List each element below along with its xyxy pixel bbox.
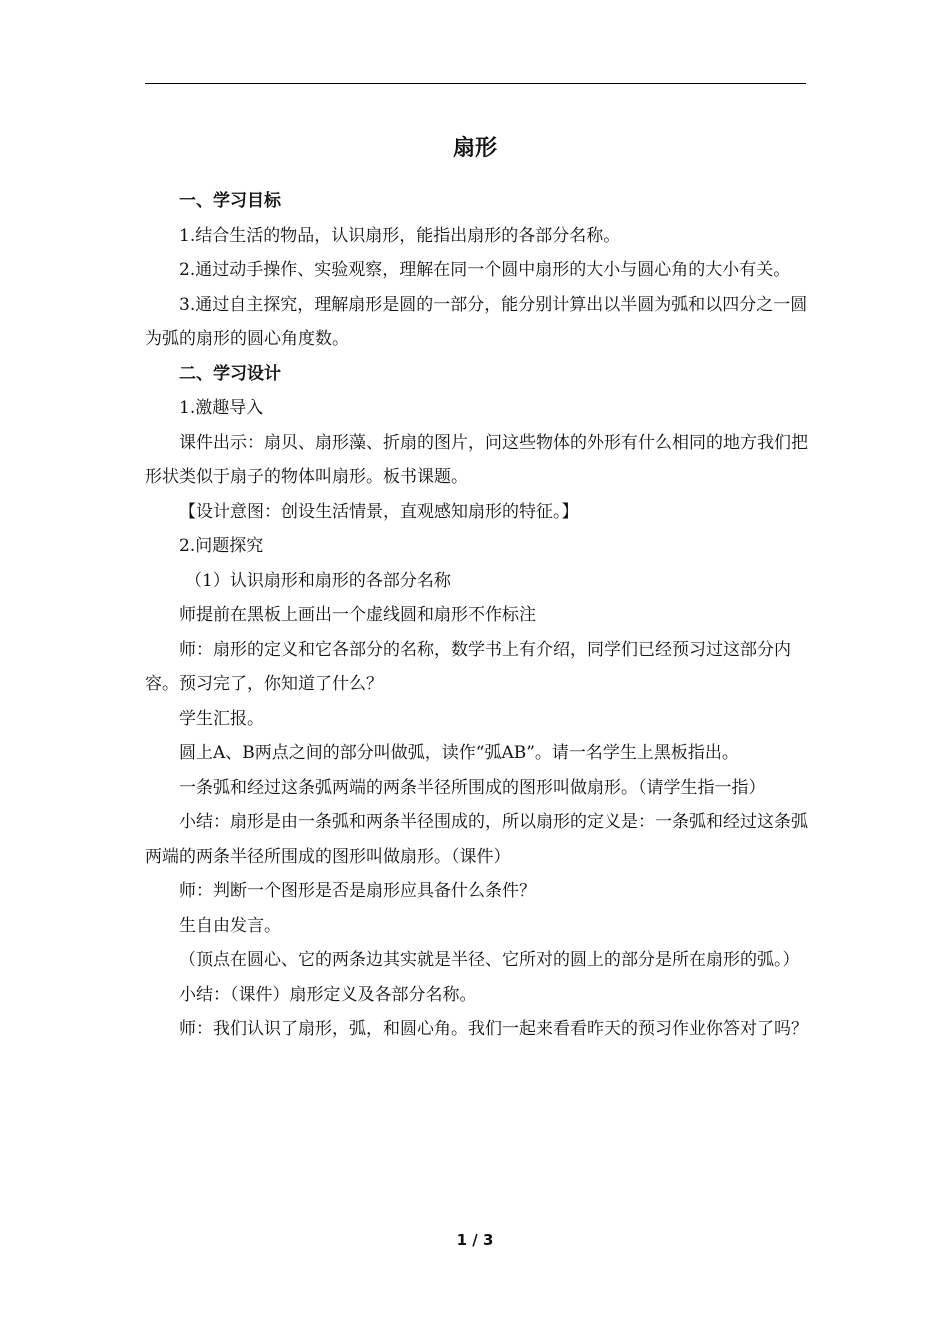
paragraph: 师：判断一个图形是否是扇形应具备什么条件？ [179,881,536,901]
header-rule [145,83,806,84]
paragraph: 【设计意图：创设生活情景，直观感知扇形的特征。】 [179,501,579,522]
paragraph: 1.激趣导入 [179,398,264,418]
document-title: 扇形 [452,136,497,161]
page-number: 1 / 3 [456,1231,494,1249]
paragraph: 学生汇报。 [179,708,264,729]
paragraph: （1）认识扇形和扇形的各部分名称 [185,570,451,591]
paragraph: 2.问题探究 [179,536,264,556]
paragraph: 1.结合生活的物品，认识扇形，能指出扇形的各部分名称。 [179,225,621,246]
paragraph: 3.通过自主探究，理解扇形是圆的一部分，能分别计算出以半圆为弧和以四分之一圆为弧的扇形的圆心角度数。 [145,294,808,349]
document-body [145,184,808,1047]
paragraph: 课件出示：扇贝、扇形藻、折扇的图片，问这些物体的外形有什么相同的地方我们把形状类似于扇子的物体叫扇形。板书课题。 [145,432,808,487]
paragraph: 师：我们认识了扇形，弧，和圆心角。我们一起来看看昨天的预习作业你答对了吗？ [179,1019,808,1039]
section-heading-goals: 一、学习目标 [179,191,281,211]
paragraph: 生自由发言。 [179,915,281,936]
paragraph: 师提前在黑板上画出一个虚线圆和扇形不作标注 [179,605,536,625]
paragraph: （顶点在圆心、它的两条边其实就是半径、它所对的圆上的部分是所在扇形的弧。） [179,950,800,970]
paragraph: 圆上A、B两点之间的部分叫做弧，读作“弧AB”。请一名学生上黑板指出。 [179,743,739,763]
paragraph: 小结：（课件）扇形定义及各部分名称。 [179,984,477,1005]
paragraph: 一条弧和经过这条弧两端的两条半径所围成的图形叫做扇形。（请学生指一指） [179,777,766,798]
paragraph: 2.通过动手操作、实验观察，理解在同一个圆中扇形的大小与圆心角的大小有关。 [179,260,791,280]
paragraph: 小结：扇形是由一条弧和两条半径围成的，所以扇形的定义是：一条弧和经过这条弧两端的两条半径所围成的图形叫做扇形。（课件） [145,812,808,867]
paragraph: 师：扇形的定义和它各部分的名称，数学书上有介绍，同学们已经预习过这部分内容。预习完了，你知道了什么？ [145,639,791,694]
section-heading-design: 二、学习设计 [179,363,281,384]
